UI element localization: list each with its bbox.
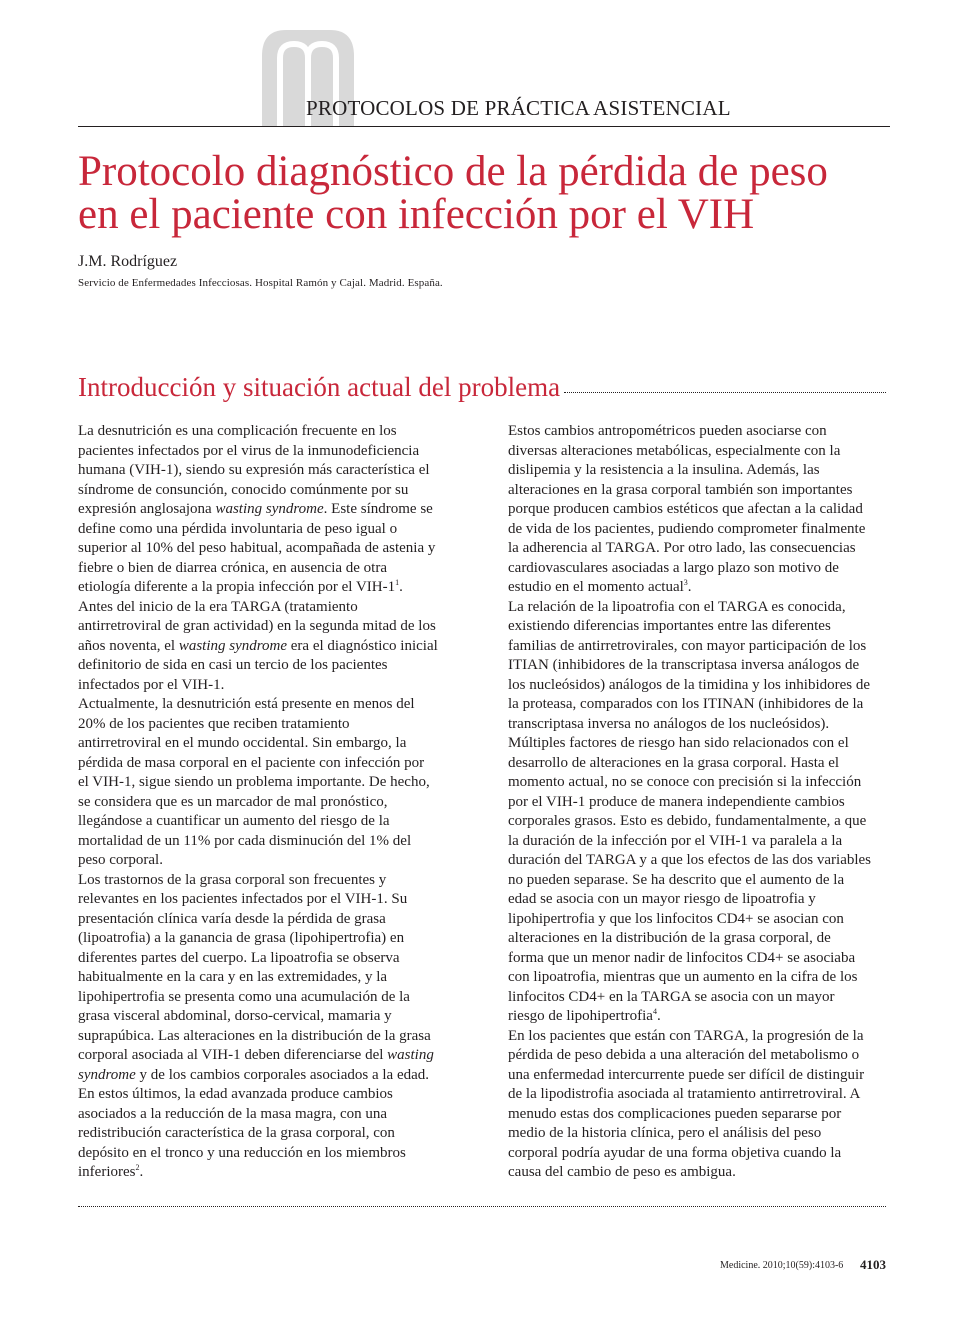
text-line: corporal asociada al VIH-1 deben diferenciarse del wasting [78, 1047, 434, 1063]
paragraph [78, 598, 462, 696]
text-line: los nucleósidos) análogos de la timidina y los inhibidores de [508, 676, 871, 693]
text-line: por el VIH-1 produce de manera independiente cambios [508, 793, 845, 810]
text-line: relevantes en los pacientes infectados por el VIH-1. Su [78, 891, 408, 907]
text-line: La relación de la lipoatrofia con el TARGA es conocida, [508, 598, 846, 615]
text-line: llegándose a cuantificar un aumento del riesgo de la [78, 813, 390, 829]
text-line: síndrome de consunción, conocido comúnmente por su [78, 481, 409, 498]
text-line: forma que un menor nadir de linfocitos CD4+ se asociaba [508, 949, 856, 966]
text-line: no pueden separase. Se ha descrito que el aumento de la [508, 871, 845, 888]
text-line: existiendo diferencias importantes entre las diferentes [508, 618, 831, 634]
text-line: menudo estas dos complicaciones pueden separarse por [508, 1105, 842, 1122]
text-line: asociados a la reducción de la masa magra, con una [78, 1105, 388, 1122]
text-line: con lipoatrofia, mientras que un aumento en la cifra de los [508, 969, 858, 985]
text-line: peso corporal. [78, 852, 163, 868]
text-line: porque producen cambios estéticos que afectan a la calidad [508, 501, 863, 517]
text-line: pacientes infectados por el virus de la inmunodeficiencia [78, 442, 420, 459]
reference-1: 1 [395, 578, 400, 587]
text-line: transcriptasa inversa no análogos de los nucleósidos). [508, 715, 830, 732]
text-line: la duración de la infección por el VIH-1 va paralela a la [508, 832, 843, 849]
text-line: edad se asocia con un mayor riesgo de lipoatrofia y [508, 891, 816, 907]
bottom-dotted-rule [78, 1206, 886, 1207]
text-line: corporal podría ayudar de una forma objetiva cuando la [508, 1144, 842, 1161]
article-title [78, 150, 898, 236]
text-fragment: inferiores [78, 1164, 136, 1180]
reference-3: 3 [683, 578, 688, 587]
text-line: define como una pérdida involuntaria de peso igual o [78, 520, 398, 537]
section-heading [78, 372, 886, 403]
text-line: inferiores$^2$. [78, 1163, 144, 1180]
text-line: mortalidad de un 11% por cada disminución del 1% del [78, 832, 412, 849]
text-line: linfocitos CD4+ en la TARGA se asocia con un mayor [508, 988, 835, 1005]
text-fragment: etiología diferente a la propia infección por el VIH-1 [78, 579, 396, 595]
author: J.M. Rodríguez [78, 253, 178, 270]
right-column [508, 422, 892, 1183]
paragraph [508, 1027, 892, 1183]
text-line: superior al 10% del peso habitual, acompañada de astenia y [78, 540, 436, 556]
text-line: grasa visceral abdominal, dorso-cervical, mamaria y [78, 1008, 392, 1024]
text-line: Antes del inicio de la era TARGA (tratamiento [78, 598, 358, 615]
paragraph [508, 734, 892, 1027]
text-line: años noventa, el wasting syndrome era el diagnóstico inicial [78, 637, 438, 654]
text-line: dislipemia y la resistencia a la insulina. Además, las [508, 462, 820, 478]
text-line: (lipoatrofia) a la ganancia de grasa (lipohipertrofia) en [78, 930, 405, 946]
text-line: suprapúbica. Las alteraciones en la distribución de la grasa [78, 1027, 431, 1044]
text-line: medio de la historia clínica, pero el análisis del peso [508, 1125, 822, 1141]
text-line: riesgo de lipohipertrofia$^4$. [508, 1007, 661, 1024]
text-line: alteraciones en la distribución de la grasa corporal, de [508, 930, 831, 946]
text-line: desarrollo de alteraciones en la grasa corporal. Hasta el [508, 754, 840, 771]
text-fragment: estudio en el momento actual [508, 579, 684, 595]
paragraph [508, 422, 892, 598]
text-line: diferentes partes del cuerpo. La lipoatrofia se observa [78, 949, 400, 966]
text-line: Los trastornos de la grasa corporal son frecuentes y [78, 871, 387, 888]
text-line: etiología diferente a la propia infección por el VIH-$1^1$. [78, 578, 403, 595]
text-line: cardiovasculares asociadas a largo plazo son motivo de [508, 559, 839, 576]
text-fragment: riesgo de lipohipertrofia [508, 1008, 653, 1024]
text-line: duración del TARGA y a que los efectos de las dos variables [508, 852, 872, 868]
text-line: de la lipodistrofia asociada al tratamiento antirretroviral. A [508, 1086, 861, 1102]
text-line: definitorio de sida en casi un tercio de los pacientes [78, 657, 388, 673]
page-number: 4103 [860, 1257, 886, 1272]
text-line: expresión anglosajona wasting syndrome. Este síndrome se [78, 501, 433, 517]
reference-2: 2 [135, 1163, 140, 1172]
text-line: infectados por el VIH-1. [78, 676, 225, 693]
section-label: PROTOCOLOS DE PRÁCTICA ASISTENCIAL [306, 96, 731, 120]
text-line: la adherencia al TARGA. Por otro lado, las consecuencias [508, 540, 856, 556]
text-line: fiebre o bien de diarrea crónica, en ausencia de otra [78, 559, 387, 576]
header-rule [78, 126, 890, 127]
footer-citation: Medicine. 2010;10(59):4103-6 [720, 1260, 844, 1271]
text-line: corporales grasos. Esto es debido, fundamentalmente, a que [508, 813, 867, 829]
section-heading-text: Introducción y situación actual del problema [78, 372, 561, 402]
text-line: diversas alteraciones metabólicas, especialmente con la [508, 442, 841, 459]
paragraph [78, 871, 462, 1183]
text-line: La desnutrición es una complicación frecuente en los [78, 423, 397, 439]
text-line: humana (VIH-1), siendo su expresión más característica el [78, 462, 430, 478]
text-line: estudio en el momento actual$^3$. [508, 578, 692, 595]
text-line: lipohipertrofia se presenta como una acumulación de la [78, 988, 410, 1005]
text-line: familias de antirretrovirales, con mayor participación de los [508, 637, 867, 654]
text-line: habitualmente en la cara y en las extremidades, y la [78, 969, 388, 985]
paragraph [78, 422, 462, 598]
text-line: de vida de los pacientes, pudiendo comprometer finalmente [508, 520, 866, 537]
text-line: presentación clínica varía desde la pérdida de grasa [78, 910, 386, 927]
text-line: lipohipertrofia y que los linfocitos CD4+ se asocian con [508, 910, 844, 927]
affiliation: Servicio de Enfermedades Infecciosas. Hospital Ramón y Cajal. Madrid. España. [78, 277, 443, 289]
text-line: una enfermedad intercurrente puede ser difícil de distinguir [508, 1066, 865, 1083]
title-line-2: en el paciente con infección por el VIH [78, 191, 755, 238]
left-column [78, 422, 462, 1183]
reference-4: 4 [652, 1007, 657, 1016]
text-line: depósito en el tronco y una reducción en los miembros [78, 1144, 406, 1161]
text-line: antirretroviral en el mundo occidental. Sin embargo, la [78, 735, 407, 751]
text-line: pérdida de peso debida a una alteración del metabolismo o [508, 1047, 860, 1063]
paragraph [508, 598, 892, 735]
text-line: la proteasa, comparados con los ITINAN (inhibidores de la [508, 696, 864, 712]
text-line: momento actual, no se conoce con precisión si la infección [508, 774, 862, 790]
text-line: syndrome y de los cambios corporales asociados a la edad. [78, 1066, 430, 1083]
text-line: Estos cambios antropométricos pueden asociarse con [508, 423, 827, 439]
text-line: redistribución característica de la grasa corporal, con [78, 1125, 395, 1141]
text-line: En los pacientes que están con TARGA, la progresión de la [508, 1027, 864, 1044]
text-line: 20% de los pacientes que reciben tratamiento [78, 715, 350, 732]
heading-dotted-leader [564, 392, 886, 393]
text-line: pérdida de masa corporal en el paciente con infección por [78, 754, 425, 771]
text-line: Actualmente, la desnutrición está presente en menos del [78, 696, 415, 712]
text-line: causa del cambio de peso es ambigua. [508, 1164, 736, 1180]
text-line: En estos últimos, la edad avanzada produce cambios [78, 1086, 393, 1102]
title-line-1: Protocolo diagnóstico de la pérdida de peso [78, 148, 828, 195]
paragraph [78, 695, 462, 871]
text-line: Múltiples factores de riesgo han sido relacionados con el [508, 735, 849, 751]
text-line: el VIH-1, sigue siendo un problema importante. De hecho, [78, 774, 430, 790]
text-line: ITIAN (inhibidores de la transcriptasa inversa análogos de [508, 657, 860, 673]
text-line: alteraciones en la grasa corporal también son importantes [508, 481, 853, 498]
text-line: se considera que es un marcador de mal pronóstico, [78, 793, 388, 810]
text-line: antirretroviral de gran actividad) en la segunda mitad de los [78, 618, 436, 634]
